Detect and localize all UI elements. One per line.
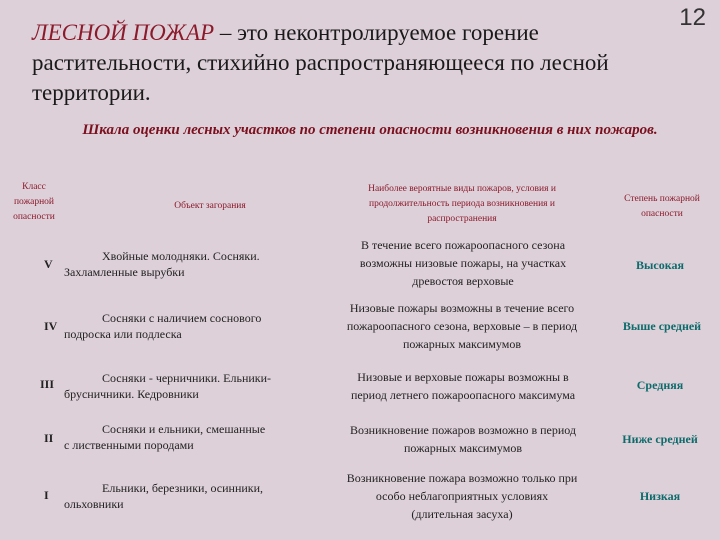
object-line: Сосняки и ельники, смешанные [102, 422, 266, 436]
header-conditions [312, 182, 612, 227]
conditions-line: Низовые и верховые пожары возможны в [357, 370, 569, 384]
header-risk [604, 192, 720, 222]
header-risk-line: опасности [641, 209, 683, 219]
header-conditions-line: Наиболее вероятные виды пожаров, условия и [368, 184, 556, 194]
object-line: брусничники. Кедровники [64, 387, 199, 401]
conditions-line: Возникновение пожара возможно только при [346, 471, 578, 485]
risk-level: Средняя [636, 378, 684, 392]
conditions-line: Возникновение пожаров возможно в период [349, 423, 577, 437]
object-cell [64, 248, 314, 280]
conditions-cell [318, 421, 608, 457]
conditions-line: В течение всего пожароопасного сезона [360, 238, 566, 252]
conditions-cell [314, 299, 610, 353]
slide-number: 12 [679, 4, 706, 31]
conditions-line: древостоя верховые [412, 274, 514, 288]
object-line: Захламленные вырубки [64, 265, 185, 279]
conditions-line: пожарных максимумов [403, 441, 523, 455]
header-class [2, 180, 66, 225]
risk-level: Выше средней [622, 319, 702, 333]
table-caption: Шкала оценки лесных участков по степени опасности возникновения в них пожаров. [82, 122, 658, 138]
header-risk-line: Степень пожарной [624, 194, 700, 204]
header-class-line: опасности [13, 212, 55, 222]
class-number: IV [44, 319, 58, 333]
definition-paragraph [32, 18, 680, 108]
object-line: Хвойные молодняки. Сосняки. [102, 249, 260, 263]
object-line: Сосняки с наличием соснового [102, 311, 262, 325]
header-conditions-line: распространения [427, 214, 497, 224]
object-line: Ельники, березники, осинники, [102, 481, 264, 495]
object-cell [64, 310, 314, 342]
object-cell [64, 370, 320, 402]
conditions-cell [318, 236, 608, 290]
object-cell [64, 421, 314, 453]
conditions-cell [314, 469, 610, 523]
risk-level: Высокая [636, 258, 684, 272]
header-class-line: Класс [22, 182, 46, 192]
object-line: подроска или подлеска [64, 327, 182, 341]
class-number: I [44, 488, 49, 502]
class-number: II [44, 431, 54, 445]
class-number: V [44, 257, 53, 271]
conditions-line: особо неблагоприятных условиях [375, 489, 549, 503]
class-number: III [40, 377, 55, 391]
header-class-line: пожарной [13, 197, 55, 207]
header-object: Объект загорания [174, 201, 246, 211]
term-title: ЛЕСНОЙ ПОЖАР [32, 20, 215, 45]
object-line: Сосняки - черничники. Ельники- [102, 371, 272, 385]
header-conditions-line: продолжительность периода возникновения и [369, 199, 555, 209]
definition-text: – это неконтролируемое горение растительности, стихийно распространяющееся по лесной территории. [32, 20, 609, 105]
object-cell [64, 480, 314, 512]
object-line: ольховники [64, 497, 124, 511]
conditions-line: возможны низовые пожары, на участках [359, 256, 567, 270]
conditions-cell [318, 368, 608, 404]
conditions-line: Низовые пожары возможны в течение всего [349, 301, 575, 315]
conditions-line: период летнего пожароопасного максимума [350, 388, 576, 402]
risk-level: Низкая [639, 489, 681, 503]
conditions-line: пожарных максимумов [402, 337, 522, 351]
risk-level: Ниже средней [622, 432, 698, 446]
object-line: с лиственными породами [64, 438, 194, 452]
conditions-line: пожароопасного сезона, верховые – в период [346, 319, 578, 333]
conditions-line: (длительная засуха) [411, 507, 513, 521]
